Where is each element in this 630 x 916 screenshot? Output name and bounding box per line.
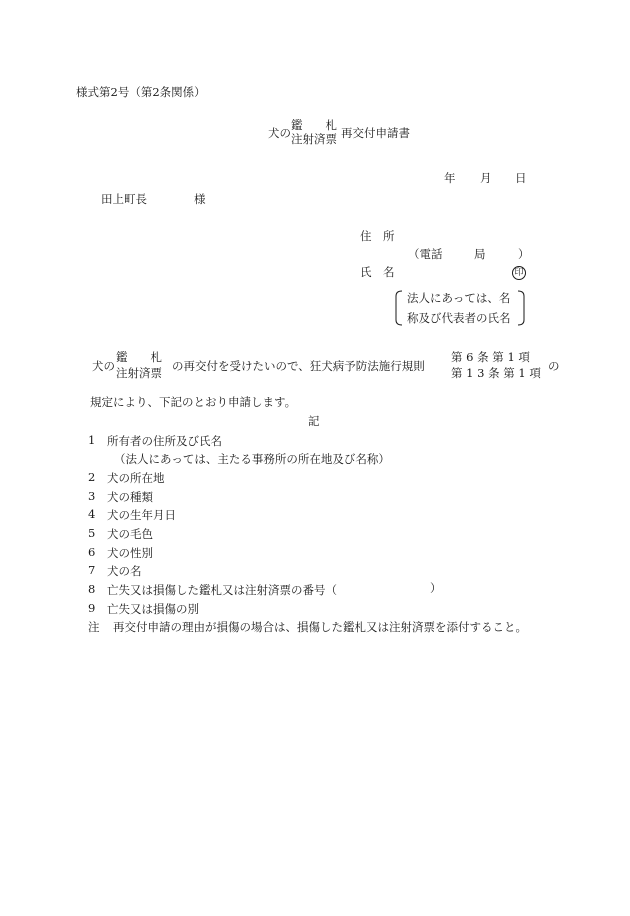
title-lower: 注射済票	[291, 131, 337, 146]
item-number: 5	[88, 526, 96, 540]
form-id: 様式第2号（第2条関係）	[76, 85, 206, 99]
item-text: 所有者の住所及び氏名	[107, 434, 222, 448]
right-paren-icon	[517, 290, 525, 326]
addressee-honorific: 様	[194, 192, 206, 206]
item-number: 1	[88, 433, 96, 447]
ki-heading: 記	[308, 414, 320, 428]
item-text: 犬の名	[107, 564, 142, 578]
item-number: 4	[88, 507, 96, 521]
item-text: 犬の毛色	[107, 527, 153, 541]
item-number: 8	[88, 582, 96, 596]
item-number: 2	[88, 470, 96, 484]
corp-note-line2: 称及び代表者の氏名	[407, 311, 511, 325]
note-label: 注	[88, 620, 100, 634]
seal-icon: 印	[512, 266, 526, 280]
item-number: 3	[88, 489, 96, 503]
body-prefix: 犬の	[92, 359, 115, 373]
name-label: 氏 名	[360, 265, 395, 279]
rule-1: 第 6 条 第 1 項	[451, 350, 530, 364]
body-suffix: の	[548, 359, 560, 373]
address-label: 住 所	[360, 229, 395, 243]
item-number: 7	[88, 563, 96, 577]
item8-close-paren: ）	[430, 581, 442, 595]
title-prefix: 犬の	[268, 126, 291, 140]
item-text: （法人にあっては、主たる事務所の所在地及び名称）	[114, 452, 390, 466]
body-line2: 規定により、下記のとおり申請します。	[90, 395, 297, 409]
item-text: 亡失又は損傷した鑑札又は注射済票の番号（	[107, 583, 337, 597]
date-day: 日	[515, 171, 527, 185]
item-text: 亡失又は損傷の別	[107, 602, 199, 616]
item-number: 9	[88, 601, 96, 615]
phone-close: ）	[518, 247, 530, 261]
item-text: 犬の性別	[107, 546, 153, 560]
item-text: 犬の所在地	[107, 471, 165, 485]
corp-note-line1: 法人にあっては、名	[407, 291, 511, 305]
date-month: 月	[480, 171, 492, 185]
title-stack	[291, 120, 337, 145]
seal-mark	[512, 265, 526, 280]
addressee-name: 田上町長	[101, 192, 147, 206]
phone-label: （電話	[408, 247, 443, 261]
date-year: 年	[444, 171, 456, 185]
left-paren-icon	[395, 290, 403, 326]
title-suffix: 再交付申請書	[341, 126, 410, 140]
item-text: 犬の生年月日	[107, 508, 176, 522]
title-upper: 鑑 札	[291, 118, 337, 132]
phone-office: 局	[474, 247, 486, 261]
item-number: 6	[88, 545, 96, 559]
body-upper: 鑑 札	[116, 350, 162, 364]
body-lower: 注射済票	[116, 365, 162, 380]
body-middle: の再交付を受けたいので、狂犬病予防法施行規則	[172, 359, 425, 373]
body-stack	[116, 352, 162, 379]
item-text: 犬の種類	[107, 490, 153, 504]
rule-2: 第 1 3 条 第 1 項	[451, 365, 541, 380]
note-text: 再交付申請の理由が損傷の場合は、損傷した鑑札又は注射済票を添付すること。	[113, 620, 527, 634]
rule-stack	[451, 352, 541, 379]
